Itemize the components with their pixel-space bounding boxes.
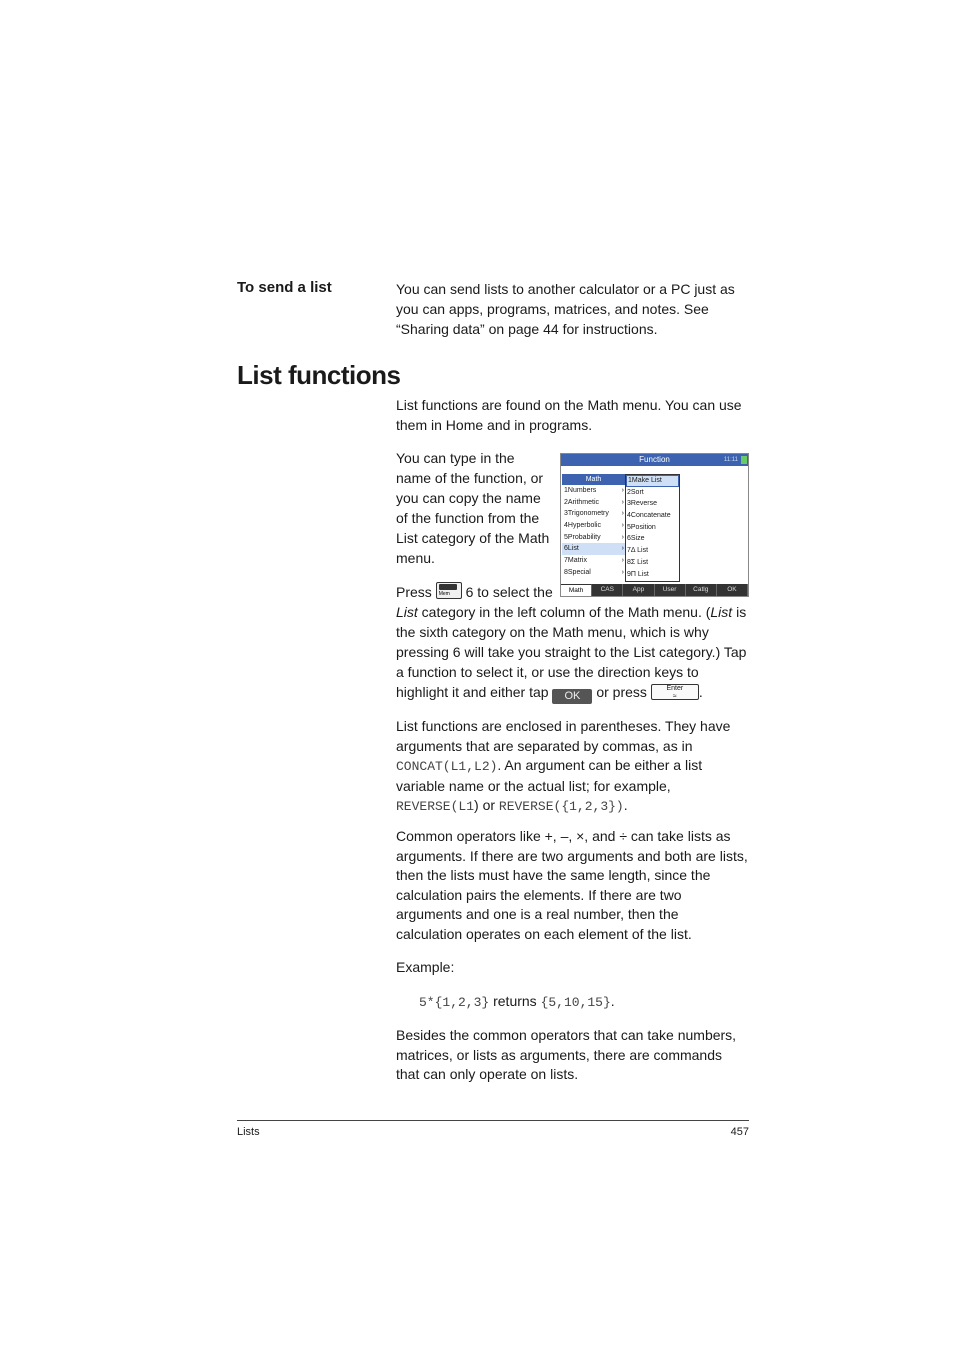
calc-title-bar: [561, 454, 748, 466]
send-list-paragraph: You can send lists to another calculator or a PC just as you can apps, programs, matrices, and notes. See “Sharing data” on page 44 for instructions.: [396, 281, 735, 337]
list-italic: List: [396, 604, 418, 620]
press-after-key: 6 to select the: [465, 584, 553, 600]
code-reverse-l1: REVERSE(L1: [396, 799, 475, 814]
chevron-right-icon: ›: [621, 487, 624, 494]
code-example-input: 5*{1,2,3}: [419, 995, 490, 1010]
category-arithmetic[interactable]: 2Arithmetic ›: [562, 497, 625, 509]
chevron-right-icon: ›: [621, 510, 624, 518]
calculator-screenshot: [560, 453, 749, 597]
category-matrix[interactable]: 7Matrix ›: [562, 555, 625, 567]
intro-paragraph: List functions are found on the Math menu. You can use them in Home and in programs.: [396, 397, 742, 433]
code-example-output: {5,10,15}: [540, 995, 611, 1010]
softkey-user[interactable]: User: [655, 584, 686, 596]
math-menu-header[interactable]: Math: [562, 474, 625, 485]
softkey-math[interactable]: Math: [561, 584, 592, 596]
page-number: 457: [730, 1126, 749, 1138]
math-category-menu: [562, 474, 625, 579]
type-name-paragraph: You can type in the name of the function, or you can copy the name of the function from the List category of the Math menu.: [396, 450, 550, 566]
section-title: List functions: [237, 360, 401, 390]
mem-key-icon: [436, 582, 462, 599]
function-size[interactable]: 6Size: [627, 535, 645, 543]
function-make-list[interactable]: 1Make List: [626, 475, 679, 487]
ok-button-icon: OK: [552, 689, 592, 704]
example-label: Example:: [396, 959, 455, 975]
list-italic-2: List: [710, 604, 733, 620]
besides-paragraph: Besides the common operators that can take numbers, matrices, or lists as arguments, there are commands that can only operate on lists.: [396, 1027, 737, 1082]
code-reverse-list: REVERSE({1,2,3}): [498, 799, 624, 814]
press-paragraph: List category in the left column of the Math menu. (List is the sixth category on the Math menu, which is why pressing 6 will take you straight to the List category.) Tap a function to select it, or use the direction keys to highlight it and either tap OK or press Enter ≈ .: [396, 604, 747, 702]
operators-paragraph: Common operators like +, –, ×, and ÷ can take lists as arguments. If there are two arguments and both are lists, then the lists must have the same length, since the calculation pairs the elements. If there are two arguments and one is a real number, then the calculation operates on each element of the list.: [396, 828, 748, 942]
chevron-right-icon: ›: [621, 498, 624, 506]
enter-key-label: Enter: [666, 685, 684, 692]
calc-title: Function: [639, 455, 670, 464]
enter-key-icon: [651, 684, 699, 700]
footer-rule: [237, 1120, 749, 1121]
function-sort[interactable]: 2Sort: [627, 488, 644, 496]
function-sigma-list[interactable]: 8Σ List: [627, 558, 649, 566]
chevron-right-icon: ›: [621, 557, 624, 565]
softkey-cas[interactable]: CAS: [592, 584, 623, 596]
category-trigonometry[interactable]: 3Trigonometry ›: [562, 508, 625, 520]
enter-key-sub: ≈: [672, 693, 677, 700]
example-line: 5*{1,2,3} returns {5,10,15}.: [419, 993, 615, 1010]
press-word: Press: [396, 584, 432, 600]
category-probability[interactable]: 5Probability ›: [562, 532, 625, 544]
code-concat: CONCAT(L1,L2): [396, 759, 498, 774]
category-list[interactable]: 6List ›: [562, 543, 625, 555]
press-line: [396, 582, 556, 602]
calc-clock: 11:11: [723, 457, 738, 463]
list-function-menu: [625, 474, 680, 582]
softkey-catlg[interactable]: Catlg: [686, 584, 717, 596]
footer-chapter: Lists: [237, 1126, 260, 1138]
category-special[interactable]: 8Special ›: [562, 567, 625, 579]
chevron-right-icon: ›: [621, 533, 624, 541]
category-hyperbolic[interactable]: 4Hyperbolic ›: [562, 520, 625, 532]
mem-key-label: Mem: [438, 591, 450, 597]
battery-icon: [741, 456, 747, 464]
function-pi-list[interactable]: 9Π List: [627, 570, 649, 578]
function-reverse[interactable]: 3Reverse: [627, 500, 657, 508]
softkey-app[interactable]: App: [623, 584, 654, 596]
chevron-right-icon: ›: [621, 522, 624, 530]
function-concatenate[interactable]: 4Concatenate: [627, 512, 671, 520]
category-numbers[interactable]: 1Numbers ›: [562, 485, 625, 497]
calc-softkey-bar: [561, 584, 748, 596]
function-position[interactable]: 5Position: [627, 523, 656, 531]
function-delta-list[interactable]: 7Δ List: [627, 547, 649, 555]
sidebar-heading: To send a list: [237, 279, 332, 296]
chevron-right-icon: ›: [621, 545, 624, 553]
chevron-right-icon: ›: [621, 568, 624, 576]
softkey-ok[interactable]: OK: [717, 584, 748, 596]
parentheses-paragraph: List functions are enclosed in parentheses. They have arguments that are separated by commas, as in CONCAT(L1,L2). An argument can be either a list variable name or the actual list; for example, REVERSE(L1) or REVERSE({1,2,3}).: [396, 718, 731, 814]
